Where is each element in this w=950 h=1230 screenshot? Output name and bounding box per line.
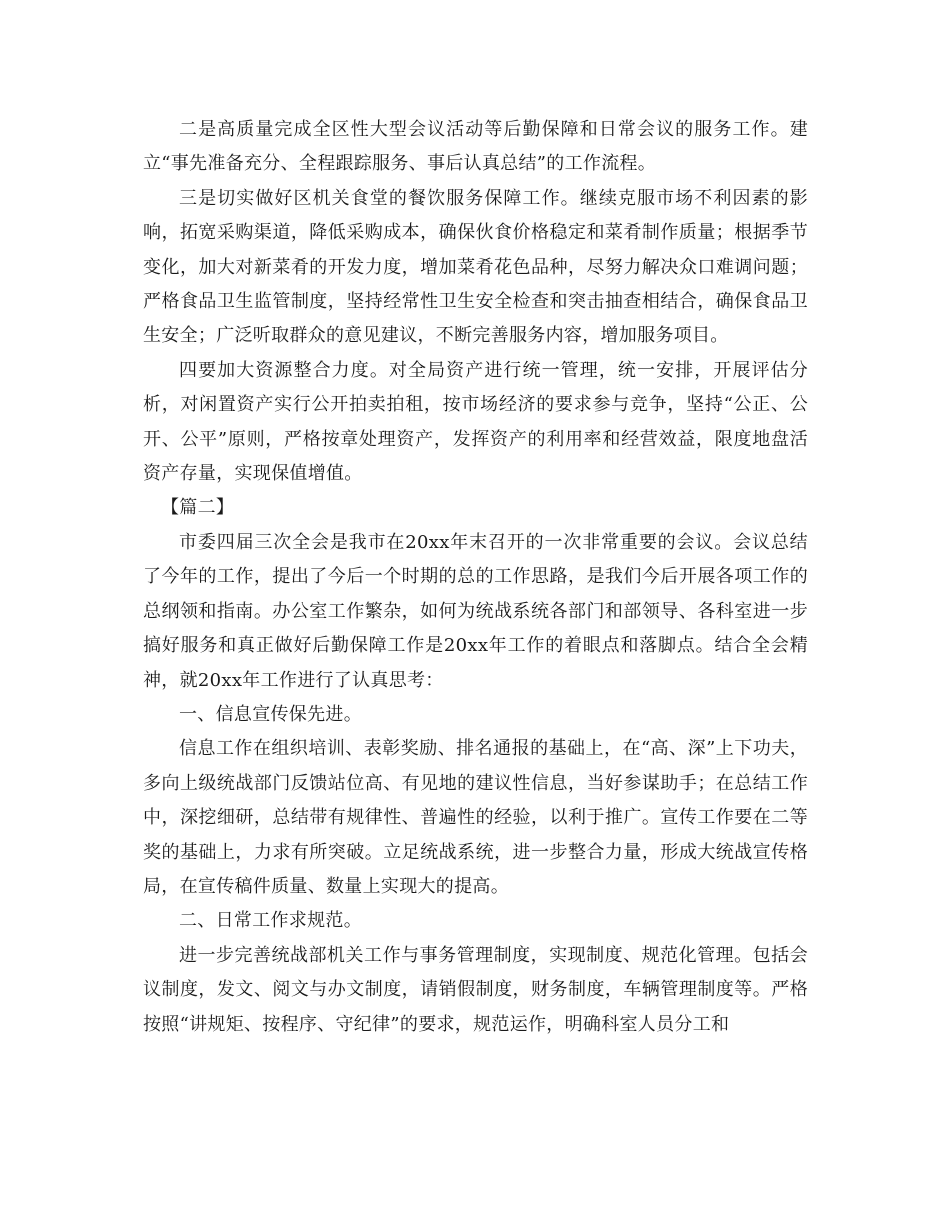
paragraph-service-work: 二是高质量完成全区性大型会议活动等后勤保障和日常会议的服务工作。建立“事先准备充分、全程跟踪服务、事后认真总结”的工作流程。 <box>143 119 808 175</box>
section-tag-part-two: 【篇二】 <box>161 497 235 519</box>
paragraph-resources: 四要加大资源整合力度。对全局资产进行统一管理，统一安排，开展评估分析，对闲置资产实行公开拍卖拍租，按市场经济的要求参与竞争，坚持“公正、公开、公平”原则，严格按章处理资产，发挥资产的利用率和经营效益，限度地盘活资产存量，实现保值增值。 <box>143 359 808 485</box>
heading-information: 一、信息宣传保先进。 <box>179 703 362 725</box>
paragraph-daily-work: 进一步完善统战部机关工作与事务管理制度，实现制度、规范化管理。包括会议制度，发文、阅文与办文制度，请销假制度，财务制度，车辆管理制度等。严格按照“讲规矩、按程序、守纪律”的要求，规范运作，明确科室人员分工和 <box>143 944 808 1035</box>
document-body <box>143 113 808 1042</box>
paragraph-information: 信息工作在组织培训、表彰奖励、排名通报的基础上，在“高、深”上下功夫，多向上级统战部门反馈站位高、有见地的建议性信息，当好参谋助手；在总结工作中，深挖细研，总结带有规律性、普遍性的经验，以利于推广。宣传工作要在二等奖的基础上，力求有所突破。立足统战系统，进一步整合力量，形成大统战宣传格局，在宣传稿件质量、数量上实现大的提高。 <box>143 738 808 897</box>
paragraph-canteen: 三是切实做好区机关食堂的餐饮服务保障工作。继续克服市场不利因素的影响，拓宽采购渠道，降低采购成本，确保伙食价格稳定和菜肴制作质量；根据季节变化，加大对新菜肴的开发力度，增加菜肴花色品种，尽努力解决众口难调问题；严格食品卫生监管制度，坚持经常性卫生安全检查和突击抽查相结合，确保食品卫生安全；广泛听取群众的意见建议，不断完善服务内容，增加服务项目。 <box>143 187 808 347</box>
paragraph-plenary-session: 市委四届三次全会是我市在20xx年末召开的一次非常重要的会议。会议总结了今年的工作，提出了今后一个时期的总的工作思路，是我们今后开展各项工作的总纲领和指南。办公室工作繁杂，如何为统战系统各部门和部领导、各科室进一步搞好服务和真正做好后勤保障工作是20xx年工作的着眼点和落脚点。结合全会精神，就20xx年工作进行了认真思考： <box>143 531 808 691</box>
heading-daily-work: 二、日常工作求规范。 <box>179 910 362 932</box>
